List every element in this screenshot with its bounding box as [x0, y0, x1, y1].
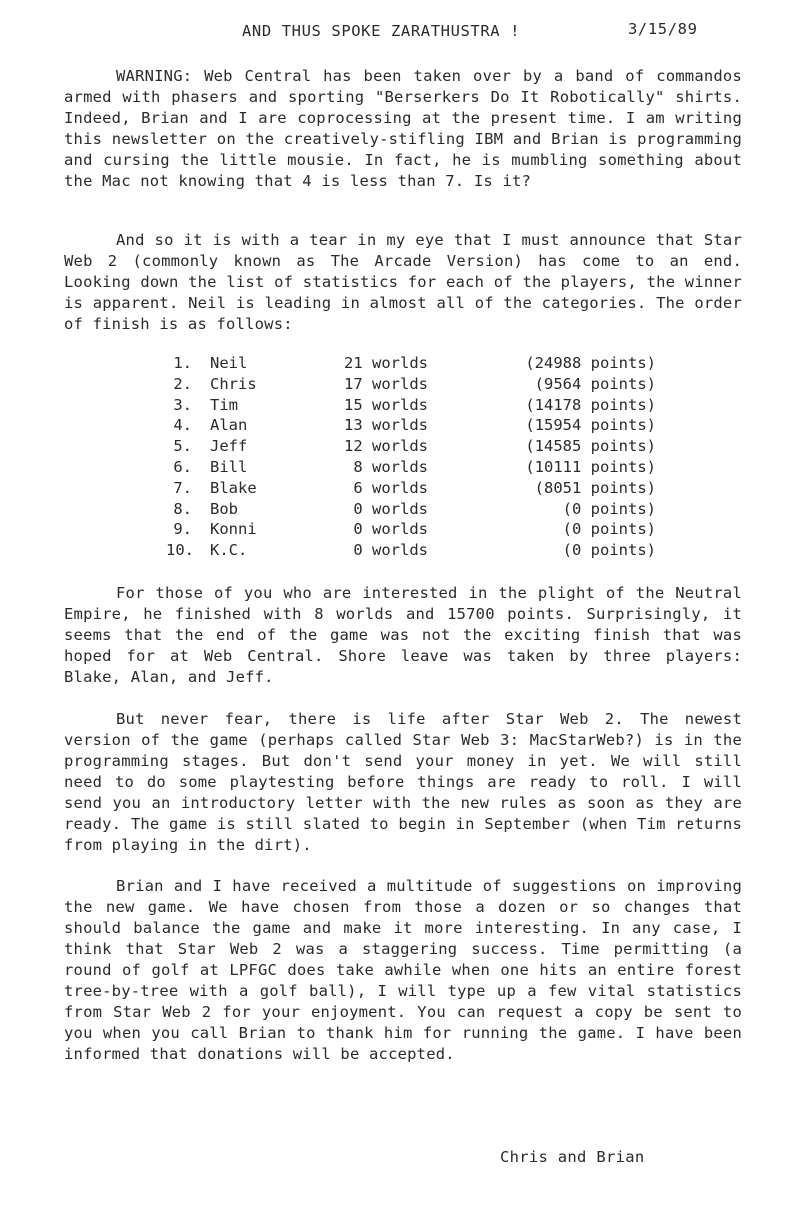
player-name: Bob [210, 499, 238, 518]
points-total: (10111 points) [525, 457, 656, 476]
table-row [166, 500, 666, 521]
table-row [166, 437, 666, 458]
worlds-count: 13 worlds [344, 416, 428, 435]
points-total: (14585 points) [525, 437, 656, 456]
signature: Chris and Brian [500, 1148, 645, 1166]
paragraph-suggestions-text: Brian and I have received a multitude of suggestions on improving the new game. We have chosen from those a dozen or so changes that should balance the game and make it more interesting. In any case, I think that Star Web 2 was a staggering success. Time permitting (a round of golf at LPFGC does take awhile when one hits an entire forest tree-by-tree with a golf ball), I will type up a few vital statistics from Star Web 2 for your enjoyment. You can request a copy be sent to you when you call Brian to thank him for running the game. I have been informed that donations will be accepted. [64, 877, 742, 1063]
points-total: (9564 points) [534, 374, 656, 393]
player-name: Neil [210, 354, 248, 372]
points-total: (15954 points) [525, 416, 656, 435]
paragraph-suggestions [64, 876, 742, 1065]
player-name: Jeff [210, 437, 248, 456]
table-row [166, 479, 666, 500]
worlds-count: 0 worlds [353, 499, 428, 518]
newsletter-title: AND THUS SPOKE ZARATHUSTRA ! [242, 22, 521, 40]
player-name: Alan [210, 416, 248, 435]
newsletter-date: 3/15/89 [628, 20, 698, 38]
paragraph-neutral-empire [64, 583, 742, 688]
worlds-count: 0 worlds [353, 541, 428, 560]
points-total: (8051 points) [534, 478, 656, 497]
player-name: Chris [210, 374, 257, 393]
standings-table [166, 354, 666, 562]
rank: 7. [173, 478, 192, 497]
points-total: (0 points) [562, 541, 656, 560]
rank: 2. [173, 374, 192, 393]
player-name: Bill [210, 457, 248, 476]
worlds-count: 21 worlds [344, 354, 428, 372]
player-name: Konni [210, 520, 257, 539]
paragraph-future [64, 709, 742, 856]
table-row [166, 396, 666, 417]
worlds-count: 8 worlds [353, 457, 428, 476]
rank: 5. [173, 437, 192, 456]
rank: 3. [173, 395, 192, 414]
worlds-count: 0 worlds [353, 520, 428, 539]
worlds-count: 17 worlds [344, 374, 428, 393]
paragraph-announcement [64, 230, 742, 335]
worlds-count: 15 worlds [344, 395, 428, 414]
rank: 9. [173, 520, 192, 539]
points-total: (24988 points) [525, 354, 656, 372]
player-name: Tim [210, 395, 238, 414]
paragraph-announcement-text: And so it is with a tear in my eye that I must announce that Star Web 2 (commonly known as The Arcade Version) has come to an end. Looking down the list of statistics for each of the players, the winner is apparent. Neil is leading in almost all of the categories. The order of finish is as follows: [64, 231, 742, 333]
table-row [166, 541, 666, 562]
points-total: (0 points) [562, 499, 656, 518]
rank: 1. [173, 354, 192, 372]
points-total: (0 points) [562, 520, 656, 539]
table-row [166, 458, 666, 479]
table-row [166, 375, 666, 396]
paragraph-warning-text: WARNING: Web Central has been taken over by a band of commandos armed with phasers and sporting "Berserkers Do It Robotically" shirts. Indeed, Brian and I are coprocessing at the present time. I am writing this newsletter on the creatively-stifling IBM and Brian is programming and cursing the little mousie. In fact, he is mumbling something about the Mac not knowing that 4 is less than 7. Is it? [64, 67, 742, 190]
table-row [166, 416, 666, 437]
player-name: Blake [210, 478, 257, 497]
worlds-count: 12 worlds [344, 437, 428, 456]
rank: 6. [173, 457, 192, 476]
rank: 10. [166, 541, 194, 560]
paragraph-future-text: But never fear, there is life after Star Web 2. The newest version of the game (perhaps called Star Web 3: MacStarWeb?) is in the programming stages. But don't send your money in yet. We will still need to do some playtesting before things are ready to roll. I will send you an introductory letter with the new rules as soon as they are ready. The game is still slated to begin in September (when Tim returns from playing in the dirt). [64, 710, 742, 854]
table-row [166, 520, 666, 541]
rank: 8. [173, 499, 192, 518]
worlds-count: 6 worlds [353, 478, 428, 497]
player-name: K.C. [210, 541, 248, 560]
paragraph-warning [64, 66, 742, 192]
table-row [166, 354, 666, 375]
paragraph-neutral-empire-text: For those of you who are interested in the plight of the Neutral Empire, he finished with 8 worlds and 15700 points. Surprisingly, it seems that the end of the game was not the exciting finish that was hoped for at Web Central. Shore leave was taken by three players: Blake, Alan, and Jeff. [64, 584, 742, 686]
rank: 4. [173, 416, 192, 435]
points-total: (14178 points) [525, 395, 656, 414]
